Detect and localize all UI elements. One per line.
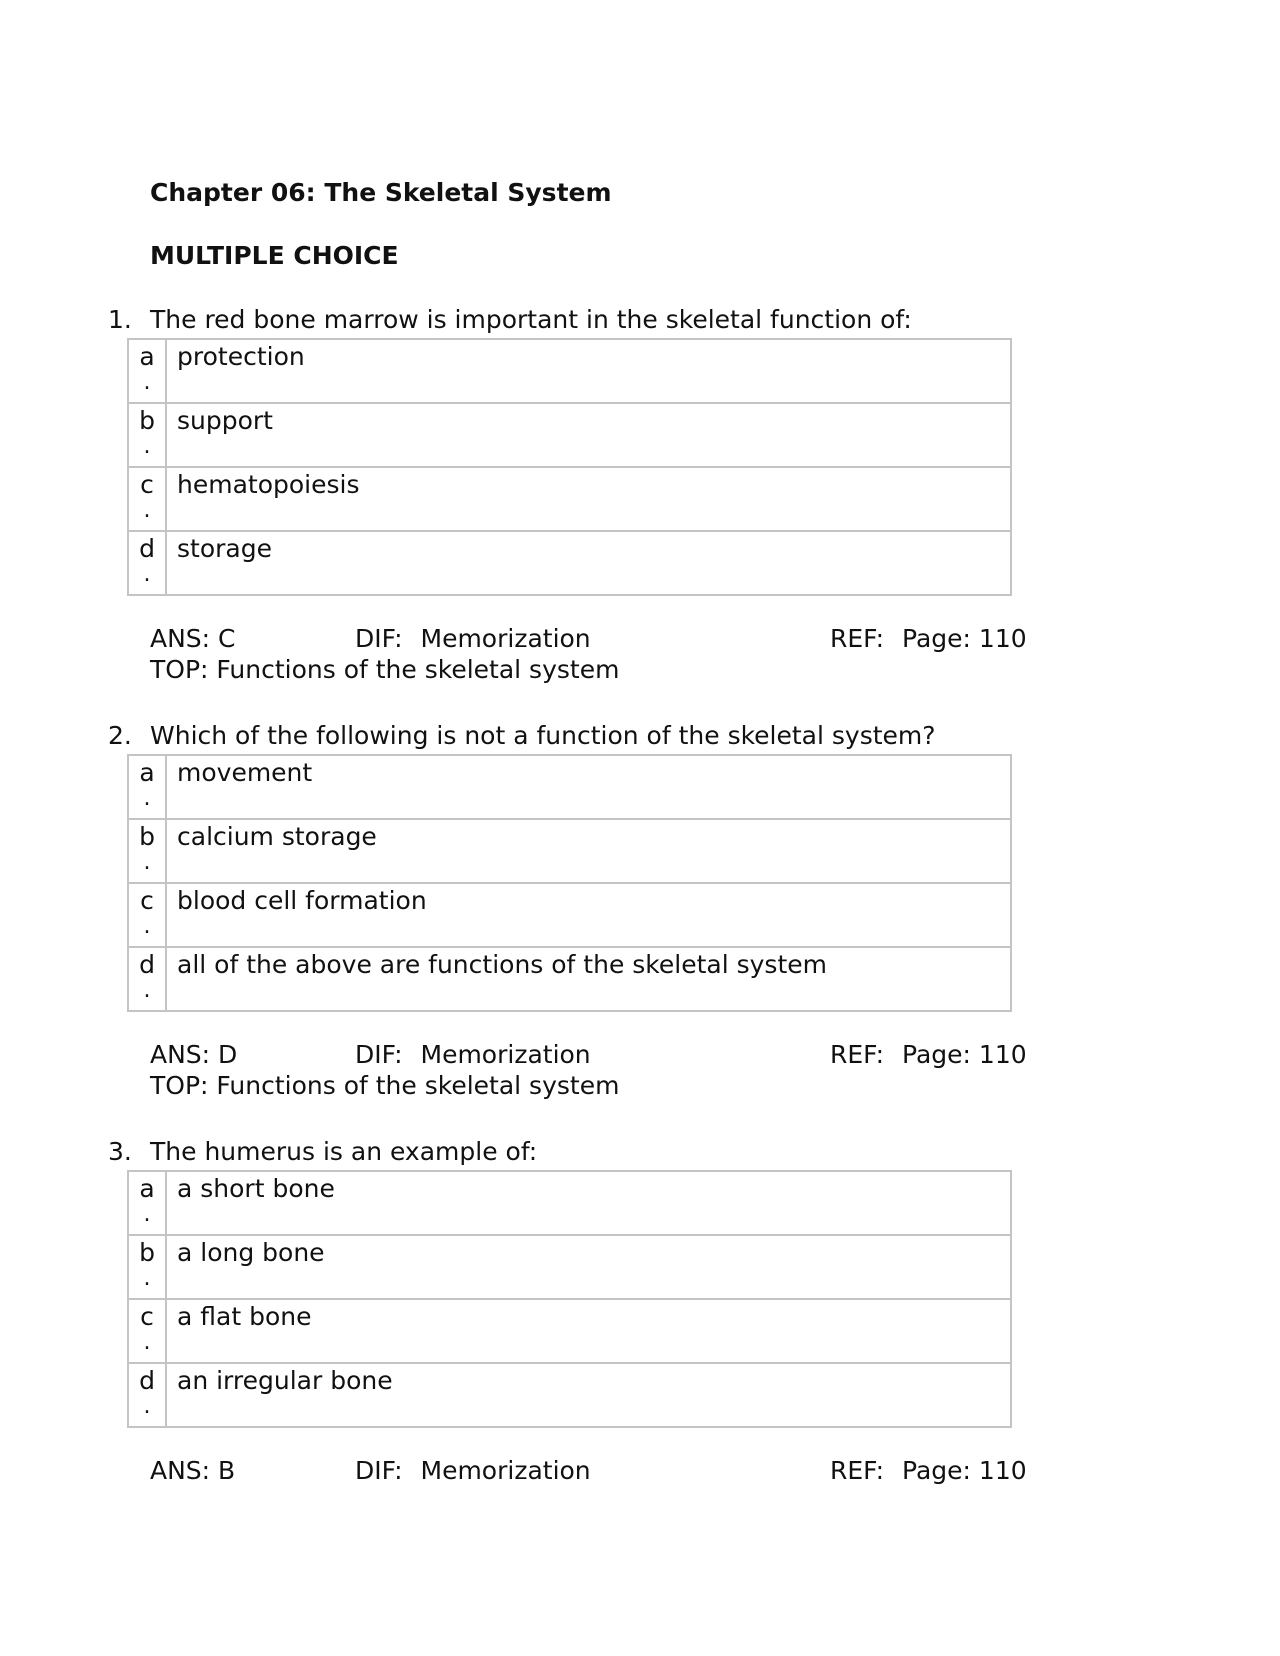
choice-text: hematopoiesis xyxy=(166,467,1011,531)
choice-text: protection xyxy=(166,339,1011,403)
answer-key: ANS: C xyxy=(150,624,236,653)
question-3 xyxy=(0,1133,1280,1485)
choice-text: all of the above are functions of the skeletal system xyxy=(166,947,1011,1011)
choice-row xyxy=(128,531,1011,595)
question-stem xyxy=(0,1133,1280,1171)
choice-row xyxy=(128,1171,1011,1235)
choice-row xyxy=(128,755,1011,819)
choice-row xyxy=(128,1363,1011,1427)
choice-text: support xyxy=(166,403,1011,467)
choice-letter: d . xyxy=(128,1363,166,1427)
choice-row xyxy=(128,947,1011,1011)
question-number: 3. xyxy=(108,1137,132,1166)
choice-letter: b . xyxy=(128,819,166,883)
choices-table xyxy=(127,1170,1012,1428)
choice-letter: a . xyxy=(128,1171,166,1235)
choice-letter: c . xyxy=(128,467,166,531)
choice-text: a short bone xyxy=(166,1171,1011,1235)
question-stem xyxy=(0,301,1280,339)
answer-key: ANS: D xyxy=(150,1040,238,1069)
difficulty: DIF: Memorization xyxy=(355,1456,591,1485)
section-title: MULTIPLE CHOICE xyxy=(150,241,399,270)
choice-row xyxy=(128,467,1011,531)
choice-text: storage xyxy=(166,531,1011,595)
choice-letter: a . xyxy=(128,755,166,819)
choice-letter: d . xyxy=(128,531,166,595)
choice-letter: b . xyxy=(128,403,166,467)
choice-text: blood cell formation xyxy=(166,883,1011,947)
topic: TOP: Functions of the skeletal system xyxy=(150,655,620,684)
question-text: Which of the following is not a function of the skeletal system? xyxy=(150,721,936,750)
difficulty: DIF: Memorization xyxy=(355,1040,591,1069)
choices-table xyxy=(127,754,1012,1012)
chapter-title: Chapter 06: The Skeletal System xyxy=(150,178,612,207)
choice-row xyxy=(128,403,1011,467)
answer-metadata xyxy=(150,623,1050,685)
reference: REF: Page: 110 xyxy=(830,624,1027,653)
question-number: 2. xyxy=(108,721,132,750)
choice-row xyxy=(128,1235,1011,1299)
choice-text: a long bone xyxy=(166,1235,1011,1299)
topic: TOP: Functions of the skeletal system xyxy=(150,1071,620,1100)
choice-letter: c . xyxy=(128,1299,166,1363)
choice-letter: a . xyxy=(128,339,166,403)
choice-text: movement xyxy=(166,755,1011,819)
choice-row xyxy=(128,883,1011,947)
choice-row xyxy=(128,339,1011,403)
choice-letter: b . xyxy=(128,1235,166,1299)
question-text: The humerus is an example of: xyxy=(150,1137,538,1166)
question-stem xyxy=(0,717,1280,755)
choices-table xyxy=(127,338,1012,596)
choice-letter: d . xyxy=(128,947,166,1011)
answer-metadata xyxy=(150,1039,1050,1101)
choice-row xyxy=(128,819,1011,883)
answer-metadata xyxy=(150,1455,1050,1486)
choice-text: calcium storage xyxy=(166,819,1011,883)
answer-key: ANS: B xyxy=(150,1456,236,1485)
reference: REF: Page: 110 xyxy=(830,1456,1027,1485)
question-text: The red bone marrow is important in the skeletal function of: xyxy=(150,305,912,334)
question-1 xyxy=(0,301,1280,684)
choice-letter: c . xyxy=(128,883,166,947)
question-number: 1. xyxy=(108,305,132,334)
choice-row xyxy=(128,1299,1011,1363)
choice-text: a flat bone xyxy=(166,1299,1011,1363)
reference: REF: Page: 110 xyxy=(830,1040,1027,1069)
question-2 xyxy=(0,717,1280,1100)
choice-text: an irregular bone xyxy=(166,1363,1011,1427)
difficulty: DIF: Memorization xyxy=(355,624,591,653)
